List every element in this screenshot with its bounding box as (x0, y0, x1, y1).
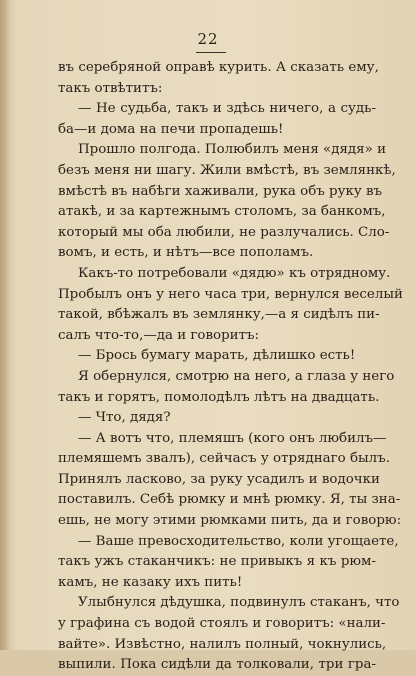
text-line: такъ отвѣтитъ: (58, 80, 163, 96)
text-line: въ серебряной оправѣ курить. А сказать ему, (58, 60, 379, 75)
text-line: — Брось бумагу марать, дѣлишко есть! (78, 348, 356, 364)
text-line: Улыбнулся дѣдушка, подвинулъ стаканъ, что (78, 595, 400, 611)
text-line: Пробылъ онъ у него часа три, вернулся веселый (58, 286, 403, 302)
text-line: — Не судьба, такъ и здѣсь ничего, а судь- (78, 101, 376, 117)
text-line: Принялъ ласково, за руку усадилъ и водочки (58, 471, 380, 487)
text-line: который мы оба любили, не разлучались. Сло- (58, 224, 390, 240)
text-line: — Что, дядя? (78, 410, 171, 426)
header-rule (196, 52, 226, 53)
text-line: вайте». Извѣстно, налилъ полный, чокнулись, (58, 636, 387, 652)
text-line: вомъ, и есть, и нѣтъ—все пополамъ. (58, 245, 314, 261)
page-number: 22 (197, 30, 219, 48)
text-line: салъ что-то,—да и говоритъ: (58, 327, 260, 343)
text-line: атакѣ, и за картежнымъ столомъ, за банкомъ, (58, 204, 386, 220)
text-line: Я обернулся, смотрю на него, а глаза у него (78, 368, 395, 384)
text-line: ешь, не могу этими рюмками пить, да и говорю: (58, 513, 402, 529)
text-line: такой, вбѣжалъ въ землянку,—а я сидѣлъ пи- (58, 307, 380, 323)
page-text (58, 58, 403, 676)
text-line: выпили. Пока сидѣли да толковали, три гра- (58, 657, 376, 673)
text-line: такъ и горятъ, помолодѣлъ лѣтъ на двадцать. (58, 389, 380, 405)
text-line: камъ, не казаку ихъ пить! (58, 574, 243, 590)
text-line: у графина съ водой стоялъ и говоритъ: «нали- (58, 616, 386, 632)
text-line: поставилъ. Себѣ рюмку и мнѣ рюмку. Я, ты зна- (58, 492, 401, 508)
text-line: такъ ужъ стаканчикъ: не привыкъ я къ рюм- (58, 554, 376, 570)
text-line: — Ваше превосходительство, коли угощаете, (78, 533, 399, 549)
text-line: Какъ-то потребовали «дядю» къ отрядному. (78, 265, 391, 281)
text-line: ба—и дома на печи пропадешь! (58, 121, 284, 137)
text-line: вмѣстѣ въ набѣги хаживали, рука объ руку въ (58, 183, 383, 199)
text-line: безъ меня ни шагу. Жили вмѣстѣ, въ землянкѣ, (58, 162, 396, 178)
text-line: Прошло полгода. Полюбилъ меня «дядя» и (78, 142, 386, 158)
page-spine-shadow (0, 0, 10, 650)
text-line: племяшемъ звалъ), сейчасъ у отряднаго былъ. (58, 451, 390, 467)
text-line: — А вотъ что, племяшъ (кого онъ любилъ— (78, 430, 387, 446)
